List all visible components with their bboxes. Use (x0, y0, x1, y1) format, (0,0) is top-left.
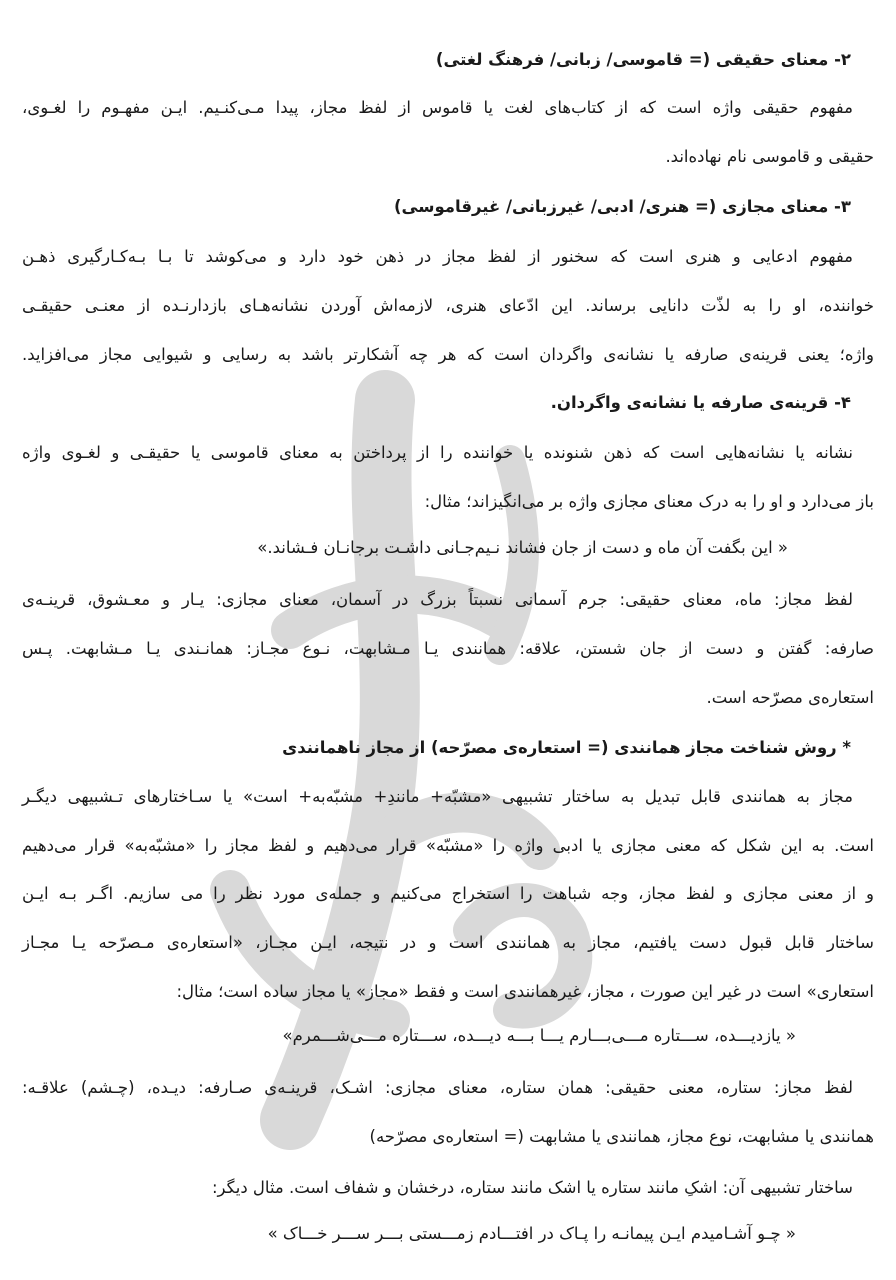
paragraph-line: مجاز به همانندی قابل تبدیل به ساختار تشبیهی «مشبّه+ مانندِ+ مشبّه‌به+ است» یا سـاختارهای تـشبیهی دیگـر (22, 787, 853, 806)
paragraph-line: همانندی یا مشابهت، نوع مجاز، همانندی یا مشابهت (= استعاره‌ی مصرّحه) (369, 1127, 874, 1146)
heading-method: * روش شناخت مجاز همانندی (= استعاره‌ی مصرّحه) از مجاز ناهمانندی (282, 738, 851, 757)
paragraph-line: مفهوم حقیقی واژه است که از کتاب‌های لغت یا قاموس از لفظ مجاز، پیدا مـی‌کنـیم. ایـن مفهـوم را لغـوی، (22, 98, 853, 117)
paragraph-line: لفظ مجاز: ستاره، معنی حقیقی: همان ستاره، معنای مجازی: اشـک، قرینـه‌ی صـارفه: دیـده، (چـشم) علاقـه: (22, 1078, 853, 1097)
paragraph-line: صارفه: گفتن و دست از جان شستن، علاقه: همانندی یـا مـشابهت، نـوع مجـاز: همانـندی یـا مـشابهت. پـس (22, 639, 874, 658)
paragraph-line: مفهوم ادعایی و هنری است که سخنور از لفظ مجاز در ذهن خود دارد و می‌کوشد تا بـا بـه‌کـارگیری ذهـن (22, 247, 853, 266)
paragraph-line: و از معنی مجازی و لفظ مجاز، وجه شباهت را استخراج می‌کنیم و جمله‌ی مورد نظر را می سازیم. اگـر بـه ایـن (22, 884, 874, 903)
paragraph-line: است. به این شکل که معنی مجازی یا ادبی واژه را «مشبّه» قرار می‌دهیم و لفظ مجاز را «مشبّه‌به» قرار می‌دهیم (22, 836, 874, 855)
paragraph-line: واژه؛ یعنی قرینه‌ی صارفه یا نشانه‌ی واگردان است که هر چه آشکارتر باشد به رسایی و شیوایی مجاز می‌افزاید. (22, 345, 874, 364)
paragraph-line: باز می‌دارد و او را به درک معنای مجازی واژه بر می‌انگیزاند؛ مثال: (424, 492, 874, 511)
heading-haqiqi-meaning: ۲- معنای حقیقی (= قاموسی/ زبانی/ فرهنگ لغتی) (435, 50, 851, 69)
poem-verse: « این بگفت آن ماه و دست از جان فشاند نـیم‌جـانی داشـت برجانـان فـشاند.» (257, 538, 788, 557)
paragraph-line: نشانه یا نشانه‌هایی است که ذهن شنونده یا خواننده را از پرداختن به معنای قاموسی یا حقیقـی و لغـوی واژه (22, 443, 853, 462)
paragraph-line: حقیقی و قاموسی نام نهاده‌اند. (665, 147, 874, 166)
paragraph-line: ساختار تشبیهی آن: اشکِ مانند ستاره یا اشک مانند ستاره، درخشان و شفاف است. مثال دیگر: (211, 1178, 853, 1197)
paragraph-line: خواننده، او را به لذّت دانایی برساند. این ادّعای هنری، لازمه‌اش آوردن نشانه‌هـای بازدارنـده از معنـی حقیقـی (22, 296, 874, 315)
paragraph-line: استعاره‌ی مصرّحه است. (706, 688, 874, 707)
paragraph-line: لفظ مجاز: ماه، معنای حقیقی: جرم آسمانی نسبتاً بزرگ در آسمان، معنای مجازی: یـار و معـشوق، قرینـه‌ی (22, 590, 853, 609)
heading-qarine-sarefe: ۴- قرینه‌ی صارفه یا نشانه‌ی واگردان. (550, 393, 851, 412)
poem-verse: « چـو آشـامیدم ایـن پیمانـه را پـاک در افتـــادم زمـــستی بـــر ســـر خـــاک » (267, 1224, 796, 1243)
paragraph-line: ساختار قابل قبول دست یافتیم، مجاز به همانندی است و در نتیجه، ایـن مجـاز، «استعاره‌ی مـصرّحه یـا مجـاز (22, 933, 874, 952)
paragraph-line: استعاری» است در غیر این صورت ، مجاز، غیرهمانندی است و فقط «مجاز» یا مجاز ساده است؛ مثال: (176, 982, 874, 1001)
heading-majazi-meaning: ۳- معنای مجازی (= هنری/ ادبی/ غیرزبانی/ غیرقاموسی) (393, 197, 851, 216)
poem-verse: « یازدیـــده، ســـتاره مـــی‌بـــارم یـــا بـــه دیـــده، ســـتاره مـــی‌شـــمرم» (282, 1026, 796, 1045)
